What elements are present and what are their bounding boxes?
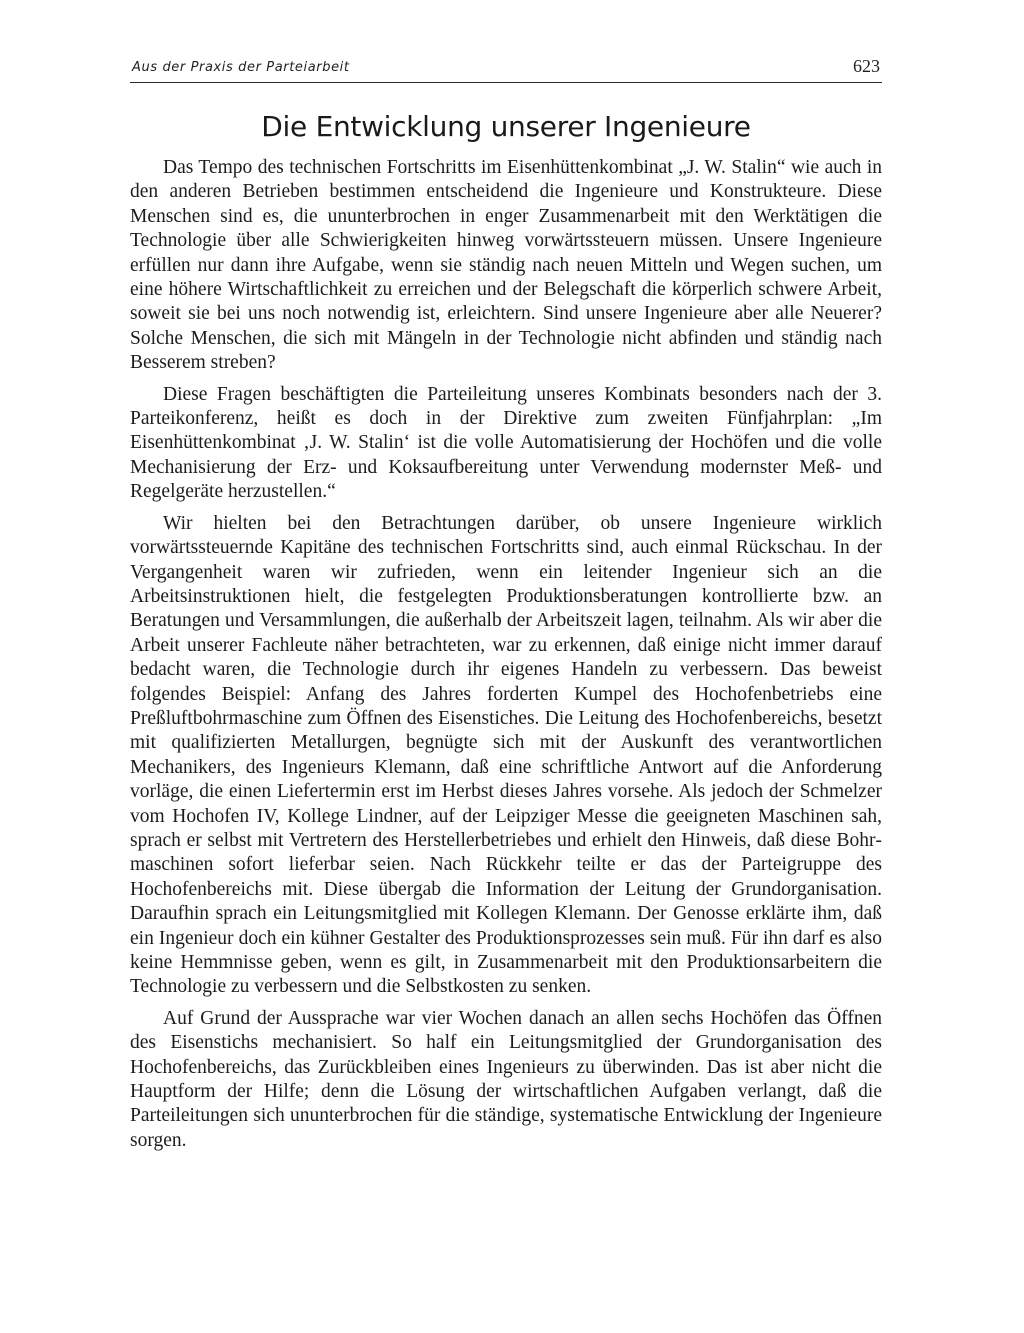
running-header xyxy=(130,54,882,83)
running-title: Aus der Praxis der Parteiarbeit xyxy=(132,60,350,75)
article-body xyxy=(130,156,882,1160)
paragraph: Das Tempo des technischen Fortschritts im Eisenhüttenkombinat „J. W. Stalin“ wie auch in den anderen Betrieben bestimmen entscheidend die Ingenieure und Konstrukteure. Diese Menschen sind es, die ununterbrochen in enger Zusammenarbeit mit den Werktätigen die Technologie über alle Schwierigkeiten hinweg vorwärtssteuern müssen. Unsere Ingenieure erfüllen nur dann ihre Aufgabe, wenn sie ständig nach neuen Mitteln und Wegen suchen, um eine höhere Wirtschaftlichkeit zu erreichen und der Belegschaft die körperlich schwere Arbeit, soweit sie bei uns noch notwendig ist, erleichtern. Sind unsere Ingenieure aber alle Neuerer? Solche Menschen, die sich mit Mängeln in der Technologie nicht abfinden und ständig nach Besserem streben? xyxy=(130,157,882,374)
page-number: 623 xyxy=(853,56,880,76)
paragraph: Diese Fragen beschäftigten die Parteileitung unseres Kombinats besonders nach der 3. Parteikonferenz, heißt es doch in der Direktive zum zweiten Fünfjahrplan: „Im Eisenhüttenkombinat ‚J. W. Stalin‘ ist die volle Automatisierung der Hochöfen und die volle Mechanisierung der Erz- und Koksaufbereitung unter Verwendung modernster Meß- und Regelgeräte herzustellen.“ xyxy=(130,383,882,503)
paragraph: Auf Grund der Aussprache war vier Wochen danach an allen sechs Hochöfen das Öffnen des Eisenstichs mechanisiert. So half ein Leitungsmitglied der Grundorganisation des Hochofenbereichs, das Zurückbleiben eines Ingenieurs zu überwinden. Das ist aber nicht die Hauptform der Hilfe; denn die Lösung der wirtschaftlichen Aufgaben verlangt, daß die Parteileitungen sich ununterbrochen für die ständige, systematische Entwicklung der Ingenieure sorgen. xyxy=(130,1007,882,1151)
article-title: Die Entwicklung unserer Ingenieure xyxy=(261,110,751,143)
paragraph: Wir hielten bei den Betrachtungen darüber, ob unsere Ingenieure wirklich vorwärtssteuernde Kapitäne des technischen Fortschritts sind, auch einmal Rückschau. In der Vergangenheit waren wir zufrieden, wenn ein leitender Ingenieur sich an die Arbeitsinstruktionen hielt, die festgelegten Produktionsberatungen kontrollierte bzw. an Beratungen und Versammlungen, die außerhalb der Arbeitszeit lagen, teilnahm. Als wir aber die Arbeit unserer Fachleute näher betrachteten, war zu erkennen, daß einige nicht immer darauf bedacht waren, die Technologie durch ihr eigenes Handeln zu verbessern. Das beweist folgendes Beispiel: Anfang des Jahres forderten Kumpel des Hochofenbetriebs eine Preßluftbohrmaschine zum Öffnen des Eisenstiches. Die Leitung des Hochofenbereichs, besetzt mit qualifizierten Metallurgen, begnügte sich mit der Auskunft des verantwortlichen Mechanikers, des Ingenieurs Klemann, daß eine schriftliche Antwort auf die Anforderung vorläge, die einen Liefertermin erst im Herbst dieses Jahres vorsehe. Als jedoch der Schmelzer vom Hochofen IV, Kollege Lindner, auf der Leipziger Messe die geeigneten Maschinen sah, sprach er selbst mit Vertretern des Herstellerbetriebes und erhielt den Hinweis, daß diese Bohrmaschinen sofort lieferbar seien. Nach Rückkehr teilte er das der Parteigruppe des Hochofenbereichs mit. Diese übergab die Information der Leitung der Grundorganisation. Daraufhin sprach ein Leitungsmitglied mit Kollegen Klemann. Der Genosse erklärte ihm, daß ein Ingenieur doch ein kühner Gestalter des Produktionsprozesses sein muß. Für ihn darf es also keine Hemmnisse geben, wenn es gilt, in Zusammenarbeit mit den Produktionsarbeitern die Technologie zu verbessern und die Selbstkosten zu senken. xyxy=(130,512,882,998)
